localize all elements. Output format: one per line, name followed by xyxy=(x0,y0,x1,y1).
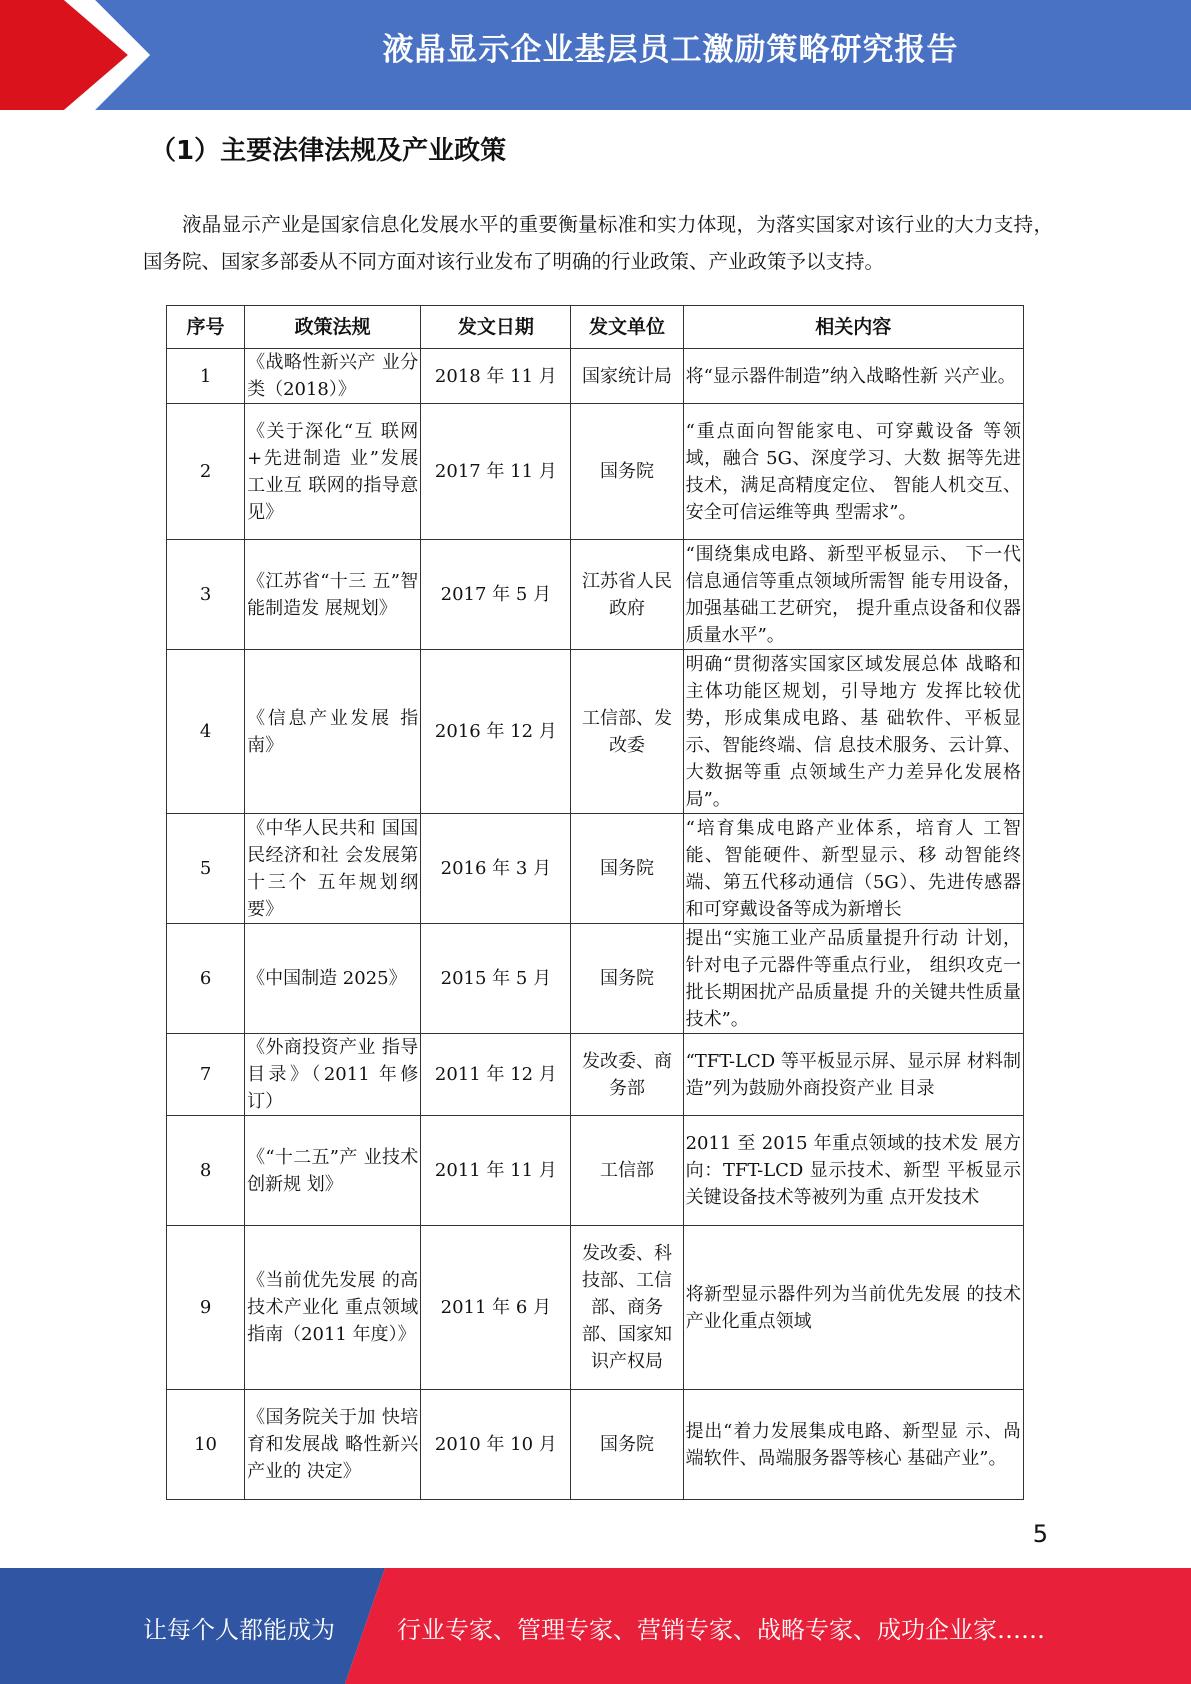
col-header-org: 发文单位 xyxy=(571,306,683,349)
col-header-date: 发文日期 xyxy=(421,306,571,349)
cell-org: 发改委、商务部 xyxy=(571,1034,683,1116)
cell-org: 国家统计局 xyxy=(571,349,683,404)
cell-no: 10 xyxy=(167,1390,245,1500)
page-header xyxy=(0,0,1191,110)
cell-content: “培育集成电路产业体系，培育人 工智能、智能硬件、新型显示、移 动智能终端、第五代移动通信（5G）、先进传感器和可穿戴设备等成为新增长 xyxy=(683,814,1023,924)
cell-content: “围绕集成电路、新型平板显示、 下一代信息通信等重点领域所需智 能专用设备，加强基础工艺研究， 提升重点设备和仪器质量水平”。 xyxy=(683,540,1023,650)
cell-content: “重点面向智能家电、可穿戴设备 等领域，融合 5G、深度学习、大数 据等先进技术，满足高精度定位、 智能人机交互、安全可信运维等典 型需求”。 xyxy=(683,404,1023,540)
cell-policy: 《江苏省“十三 五”智能制造发 展规划》 xyxy=(245,540,421,650)
cell-date: 2018 年 11 月 xyxy=(421,349,571,404)
cell-content: 明确“贯彻落实国家区域发展总体 战略和主体功能区规划，引导地方 发挥比较优势，形成集成电路、基 础软件、平板显示、智能终端、信 息技术服务、云计算、大数据等重 点领域生产力差异化发展格局”。 xyxy=(683,650,1023,814)
cell-no: 6 xyxy=(167,924,245,1034)
cell-date: 2010 年 10 月 xyxy=(421,1390,571,1500)
cell-org: 工信部、发改委 xyxy=(571,650,683,814)
cell-org: 国务院 xyxy=(571,1390,683,1500)
cell-policy: 《当前优先发展 的高技术产业化 重点领域指南（2011 年度）》 xyxy=(245,1226,421,1390)
table-row xyxy=(167,404,1024,540)
cell-no: 8 xyxy=(167,1116,245,1226)
cell-policy: 《外商投资产业 指导目录》（2011 年修订） xyxy=(245,1034,421,1116)
col-header-content: 相关内容 xyxy=(683,306,1023,349)
table-row xyxy=(167,1116,1024,1226)
cell-org: 国务院 xyxy=(571,814,683,924)
table-row xyxy=(167,650,1024,814)
table-row xyxy=(167,1390,1024,1500)
cell-policy: 《“十二五”产 业技术创新规 划》 xyxy=(245,1116,421,1226)
cell-no: 3 xyxy=(167,540,245,650)
intro-paragraph: 液晶显示产业是国家信息化发展水平的重要衡量标准和实力体现，为落实国家对该行业的大力支持，国务院、国家多部委从不同方面对该行业发布了明确的行业政策、产业政策予以支持。 xyxy=(143,213,1053,273)
table-row xyxy=(167,1034,1024,1116)
cell-no: 1 xyxy=(167,349,245,404)
cell-content: 将新型显示器件列为当前优先发展 的技术产业化重点领域 xyxy=(683,1226,1023,1390)
cell-policy: 《关于深化“互 联网+先进制造 业”发展工业互 联网的指导意 见》 xyxy=(245,404,421,540)
cell-no: 4 xyxy=(167,650,245,814)
cell-date: 2015 年 5 月 xyxy=(421,924,571,1034)
cell-content: 2011 至 2015 年重点领域的技术发 展方向：TFT-LCD 显示技术、新型 平板显示关键设备技术等被列为重 点开发技术 xyxy=(683,1116,1023,1226)
cell-policy: 《信息产业发展 指南》 xyxy=(245,650,421,814)
cell-date: 2011 年 6 月 xyxy=(421,1226,571,1390)
cell-date: 2011 年 11 月 xyxy=(421,1116,571,1226)
cell-policy: 《国务院关于加 快培育和发展战 略性新兴产业的 决定》 xyxy=(245,1390,421,1500)
table-row xyxy=(167,1226,1024,1390)
col-header-policy: 政策法规 xyxy=(245,306,421,349)
cell-no: 2 xyxy=(167,404,245,540)
cell-org: 工信部 xyxy=(571,1116,683,1226)
table-row xyxy=(167,349,1024,404)
cell-policy: 《中国制造 2025》 xyxy=(245,924,421,1034)
cell-no: 9 xyxy=(167,1226,245,1390)
cell-no: 5 xyxy=(167,814,245,924)
cell-date: 2017 年 5 月 xyxy=(421,540,571,650)
cell-no: 7 xyxy=(167,1034,245,1116)
cell-org: 江苏省人民政府 xyxy=(571,540,683,650)
cell-date: 2016 年 12 月 xyxy=(421,650,571,814)
cell-policy: 《中华人民共和 国国民经济和社 会发展第十三个 五年规划纲要》 xyxy=(245,814,421,924)
cell-org: 发改委、科技部、工信部、商务部、国家知识产权局 xyxy=(571,1226,683,1390)
col-header-no: 序号 xyxy=(167,306,245,349)
cell-date: 2011 年 12 月 xyxy=(421,1034,571,1116)
cell-content: 将“显示器件制造”纳入战略性新 兴产业。 xyxy=(683,349,1023,404)
section-heading: （1）主要法律法规及产业政策 xyxy=(150,136,507,166)
table-row xyxy=(167,540,1024,650)
cell-org: 国务院 xyxy=(571,404,683,540)
cell-content: 提出“着力发展集成电路、新型显 示、咼端软件、咼端服务器等核心 基础产业”。 xyxy=(683,1390,1023,1500)
footer-slogan-right: 行业专家、管理专家、营销专家、战略专家、成功企业家…… xyxy=(397,1616,1045,1644)
table-row xyxy=(167,924,1024,1034)
cell-content: “TFT-LCD 等平板显示屏、显示屏 材料制造”列为鼓励外商投资产业 目录 xyxy=(683,1034,1023,1116)
cell-policy: 《战略性新兴产 业分类（2018）》 xyxy=(245,349,421,404)
cell-date: 2016 年 3 月 xyxy=(421,814,571,924)
cell-org: 国务院 xyxy=(571,924,683,1034)
report-title: 液晶显示企业基层员工激励策略研究报告 xyxy=(382,32,959,68)
footer-slogan-left: 让每个人都能成为 xyxy=(143,1616,335,1644)
table-row xyxy=(167,814,1024,924)
table-header-row xyxy=(167,306,1024,349)
cell-content: 提出“实施工业产品质量提升行动 计划，针对电子元器件等重点行业， 组织攻克一批长期困扰产品质量提 升的关键共性质量技术”。 xyxy=(683,924,1023,1034)
page-number: 5 xyxy=(1032,1520,1048,1548)
policy-table xyxy=(166,305,1024,1500)
cell-date: 2017 年 11 月 xyxy=(421,404,571,540)
